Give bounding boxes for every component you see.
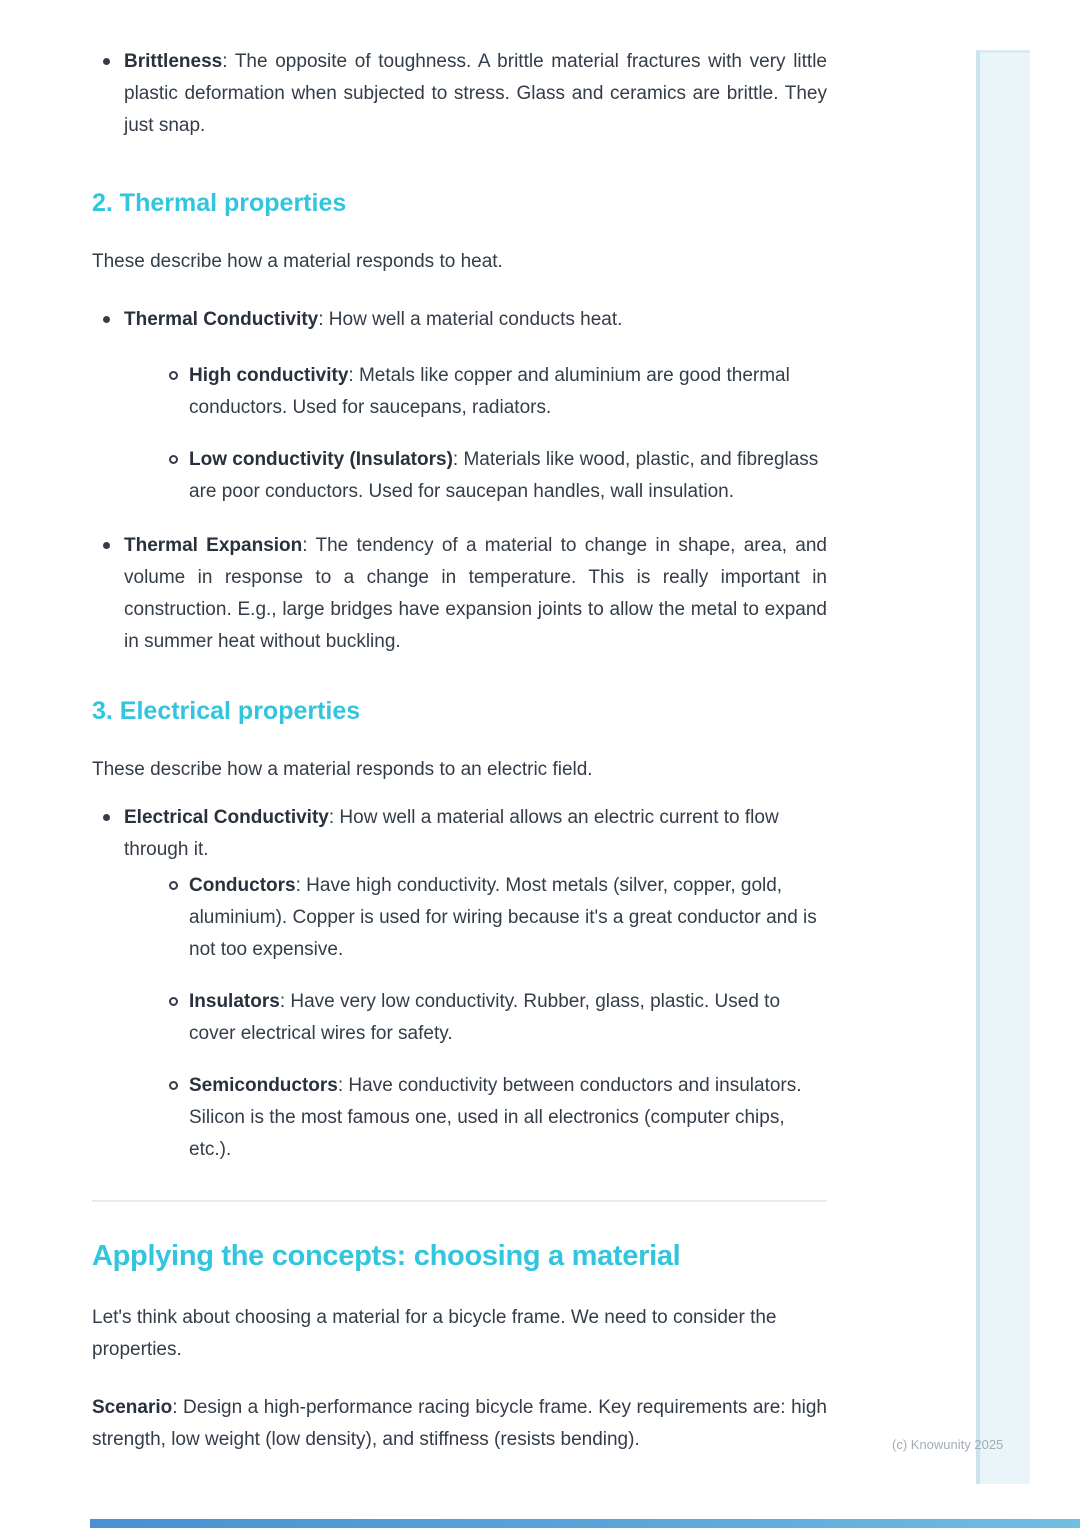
term-label: Electrical Conductivity bbox=[124, 807, 329, 828]
bottom-accent-bar bbox=[90, 1519, 1080, 1528]
copyright-watermark: (c) Knowunity 2025 bbox=[892, 1437, 1004, 1452]
term-label: Thermal Expansion bbox=[124, 535, 303, 556]
thermal-properties-list bbox=[92, 304, 827, 658]
item-text: : Have conductivity between conductors and insulators. Silicon is the most famous one, used in all electronics (computer chips, etc.). bbox=[189, 1075, 802, 1160]
section-heading-electrical: 3. Electrical properties bbox=[92, 697, 361, 725]
list-item-low-conductivity bbox=[169, 444, 827, 508]
electrical-conductivity-sublist bbox=[124, 870, 827, 1166]
bullet-icon bbox=[103, 814, 110, 821]
electrical-intro-text: These describe how a material responds to an electric field. bbox=[92, 759, 593, 780]
list-item-high-conductivity bbox=[169, 360, 827, 424]
item-text: : The opposite of toughness. A brittle material fractures with very little plastic deformation when subjected to stress. Glass and ceramics are brittle. They just snap. bbox=[124, 51, 827, 136]
mechanical-properties-list bbox=[92, 46, 827, 142]
term-label: Scenario bbox=[92, 1397, 173, 1418]
item-text: : Materials like wood, plastic, and fibreglass are poor conductors. Used for saucepan handles, wall insulation. bbox=[189, 449, 819, 502]
term-label: Semiconductors bbox=[189, 1075, 338, 1096]
electrical-properties-list bbox=[92, 802, 827, 1166]
right-margin-strip bbox=[976, 50, 1030, 1484]
item-text: : Design a high-performance racing bicycle frame. Key requirements are: high strength, low weight (low density), and stiffness (resists bending). bbox=[92, 1397, 827, 1450]
item-text: : How well a material conducts heat. bbox=[318, 309, 623, 330]
section-heading-thermal: 2. Thermal properties bbox=[92, 189, 347, 217]
circle-bullet-icon bbox=[169, 371, 178, 380]
term-label: Low conductivity (Insulators) bbox=[189, 449, 453, 470]
section-divider bbox=[92, 1200, 827, 1202]
bullet-icon bbox=[103, 316, 110, 323]
item-text: : How well a material allows an electric current to flow through it. bbox=[124, 807, 779, 860]
item-text: : Have high conductivity. Most metals (silver, copper, gold, aluminium). Copper is used for wiring because it's a great conductor and is not too expensive. bbox=[189, 875, 817, 960]
list-item-brittleness bbox=[92, 46, 827, 142]
bullet-icon bbox=[103, 542, 110, 549]
item-text: : Metals like copper and aluminium are good thermal conductors. Used for saucepans, radiators. bbox=[189, 365, 790, 418]
circle-bullet-icon bbox=[169, 881, 178, 890]
term-label: Thermal Conductivity bbox=[124, 309, 319, 330]
circle-bullet-icon bbox=[169, 455, 178, 464]
item-text: : The tendency of a material to change in shape, area, and volume in response to a change in temperature. This is really important in construction. E.g., large bridges have expansion joints to allow the metal to expand in summer heat without buckling. bbox=[124, 535, 827, 652]
applying-intro-text: Let's think about choosing a material for a bicycle frame. We need to consider the properties. bbox=[92, 1307, 777, 1360]
circle-bullet-icon bbox=[169, 997, 178, 1006]
item-text: : Have very low conductivity. Rubber, glass, plastic. Used to cover electrical wires for safety. bbox=[189, 991, 781, 1044]
list-item-insulators bbox=[169, 986, 827, 1050]
term-label: Brittleness bbox=[124, 51, 223, 72]
list-item-thermal-expansion bbox=[92, 530, 827, 658]
term-label: High conductivity bbox=[189, 365, 349, 386]
list-item-electrical-conductivity bbox=[92, 802, 827, 1166]
list-item-thermal-conductivity bbox=[92, 304, 827, 508]
applying-concepts-heading: Applying the concepts: choosing a material bbox=[92, 1240, 681, 1272]
thermal-intro-text: These describe how a material responds to heat. bbox=[92, 251, 503, 272]
scenario-text bbox=[92, 1392, 827, 1456]
page-content bbox=[92, 0, 827, 1456]
term-label: Insulators bbox=[189, 991, 280, 1012]
list-item-conductors bbox=[169, 870, 827, 966]
bullet-icon bbox=[103, 58, 110, 65]
thermal-conductivity-sublist bbox=[124, 360, 827, 508]
term-label: Conductors bbox=[189, 875, 296, 896]
circle-bullet-icon bbox=[169, 1081, 178, 1090]
list-item-semiconductors bbox=[169, 1070, 827, 1166]
